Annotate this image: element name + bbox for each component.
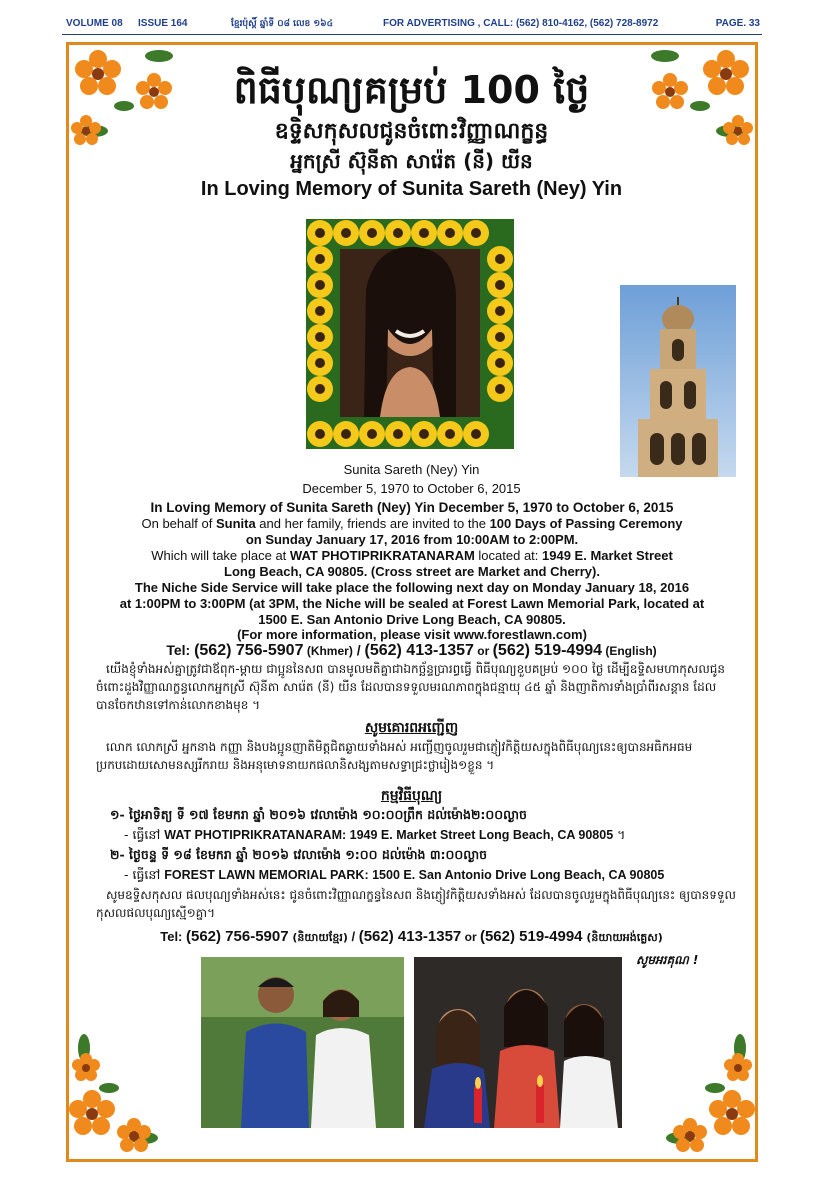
announcement-line-1: On behalf of Sunita and her family, friends are invited to the 100 Days of Passing Ceremony — [141, 516, 683, 531]
announcement-line-4: Long Beach, CA 90805. (Cross street are Market and Cherry). — [224, 564, 600, 579]
volume-label: VOLUME 08 — [66, 18, 123, 29]
program-item-1-place: - ធ្វើនៅ WAT PHOTIPRIKRATANARAM: 1949 E. Market Street Long Beach, CA 90805 ។ — [124, 827, 626, 842]
announcement-line-7: 1500 E. San Antonio Drive Long Beach, CA 90805. — [258, 612, 566, 627]
announcement-line-5: The Niche Side Service will take place the following next day on Monday January 18, 2016 — [134, 580, 690, 595]
couple-photo — [201, 957, 404, 1128]
thank-you-text: សូមអរគុណ ! — [636, 953, 699, 967]
khmer-paragraph-2: លោក លោកស្រី អ្នកនាង កញ្ញា និងបងប្អូនញាតិមិត្តជិតឆ្ងាយទាំងអស់ អញ្ជើញចូលរួមជាភ្ញៀវកិត្តិយសក្នុងពិធីបុណ្យនេះឲ្យបានអធិកអធម ប្រកបដោយសោមនស្សរីករាយ និងអនុមោទនាយកផលានិសង្សតាមសទ្ធាជ្រះថ្លារៀង១ខ្លួន ។ — [96, 740, 693, 772]
khmer-heading-invitation: សូមគោរពអញ្ជើញ — [364, 720, 459, 736]
bottom-left-flowers-icon — [64, 1028, 194, 1158]
phone-line-top: Tel: (562) 756-5907 (Khmer) / (562) 413-1357 or (562) 519-4994 (English) — [166, 642, 657, 659]
announcement-line-3: Which will take place at WAT PHOTIPRIKRATANARAM located at: 1949 E. Market Street — [151, 548, 673, 563]
announcement-line-6: at 1:00PM to 3:00PM (at 3PM, the Niche will be sealed at Forest Lawn Memorial Park, located at — [119, 596, 705, 611]
announcement-line-8: (For more information, please visit www.forestlawn.com) — [237, 627, 587, 642]
portrait-photo — [306, 219, 514, 449]
program-item-2: ២- ថ្ងៃចន្ទ ទី ១៨ ខែមករា ឆ្នាំ ២០១៦ វេលាម៉ោង ១:០០ ដល់ម៉ោង ៣:០០ល្ងាច — [110, 847, 488, 862]
khmer-main-title: ពិធីបុណ្យគម្រប់ 100 ថ្ងៃ — [233, 68, 590, 112]
english-title: In Loving Memory of Sunita Sareth (Ney) Yin — [200, 178, 623, 200]
page-number: PAGE. 33 — [715, 18, 760, 29]
church-tower-photo — [620, 285, 736, 477]
page-header — [66, 18, 760, 34]
khmer-subtitle-1: ឧទ្ទិសកុសលជូនចំពោះវិញ្ញាណក្ខន្ធ — [274, 119, 549, 144]
khmer-issue-label: ខ្មែរប៉ុស្ដិ៍ ឆ្នាំទី ០៨ លេខ ១៦៤ — [231, 19, 333, 29]
program-item-2-place: - ធ្វើនៅ FOREST LAWN MEMORIAL PARK: 1500 E. San Antonio Drive Long Beach, CA 90805 — [124, 867, 665, 882]
bottom-right-flowers-icon — [630, 1028, 760, 1158]
portrait-dates: December 5, 1970 to October 6, 2015 — [302, 481, 521, 496]
portrait-name: Sunita Sareth (Ney) Yin — [343, 462, 480, 477]
khmer-paragraph-3: សូមឧទ្ទិសកុសល ផលបុណ្យទាំងអស់នេះ ជូនចំពោះវិញ្ញាណក្ខន្ធនៃសព និងភ្ញៀវកិត្តិយសទាំងអស់ ដែលបានចូលរួមក្នុងពិធីបុណ្យនេះ ឲ្យបានទទួលកុសលផលបុណ្យស្មើ១គ្នា។ — [96, 888, 736, 920]
phone-line-bottom: Tel: (562) 756-5907 (និយាយខ្មែរ) / (562) 413-1357 or (562) 519-4994 (និយាយអង់គ្លេស) — [160, 928, 663, 945]
program-item-1: ១- ថ្ងៃអាទិត្យ ទី ១៧ ខែមករា ឆ្នាំ ២០១៦ វេលាម៉ោង ១០:០០ព្រឹក ដល់ម៉ោង២:០០ល្ងាច — [110, 807, 527, 822]
khmer-subtitle-2: អ្នកស្រី ស៊ុនីតា សារ៉េត (នី) យីន — [290, 149, 533, 173]
khmer-paragraph-1: យើងខ្ញុំទាំងអស់គ្នាត្រូវជាឪពុក-ម្ដាយ ជាប្អូននៃសព បានមូលមតិគ្នាជាឯកច្ឆ័ន្ទប្រារព្ធធ្វើ ពិធីបុណ្យខួបគម្រប់ ១០០ ថ្ងៃ ដើម្បីឧទ្ទិសមហាកុសលជូនចំពោះដួងវិញ្ញាណក្ខន្ធលោកអ្នកស្រី ស៊ុនីតា សារ៉េត (នី) យីន ដែលបានទទួលមរណភាពក្នុងជន្មាយុ ៤៥ ឆ្នាំ និងញាតិការទាំងប្រាំពីរសន្តាន ដែលបានចែកឋានទៅកាន់លោកខាងមុខ ។ — [96, 662, 726, 712]
announcement-line-2: on Sunday January 17, 2016 from 10:00AM to 2:00PM. — [245, 532, 579, 547]
family-photo — [414, 957, 622, 1128]
advertising-label: FOR ADVERTISING , CALL: (562) 810-4162, (562) 728-8972 — [383, 18, 659, 29]
header-rule — [62, 34, 762, 35]
announcement-headline: In Loving Memory of Sunita Sareth (Ney) Yin December 5, 1970 to October 6, 2015 — [150, 500, 674, 515]
khmer-heading-program: កម្មវិធីបុណ្យ — [380, 788, 443, 804]
issue-label: ISSUE 164 — [138, 18, 188, 29]
